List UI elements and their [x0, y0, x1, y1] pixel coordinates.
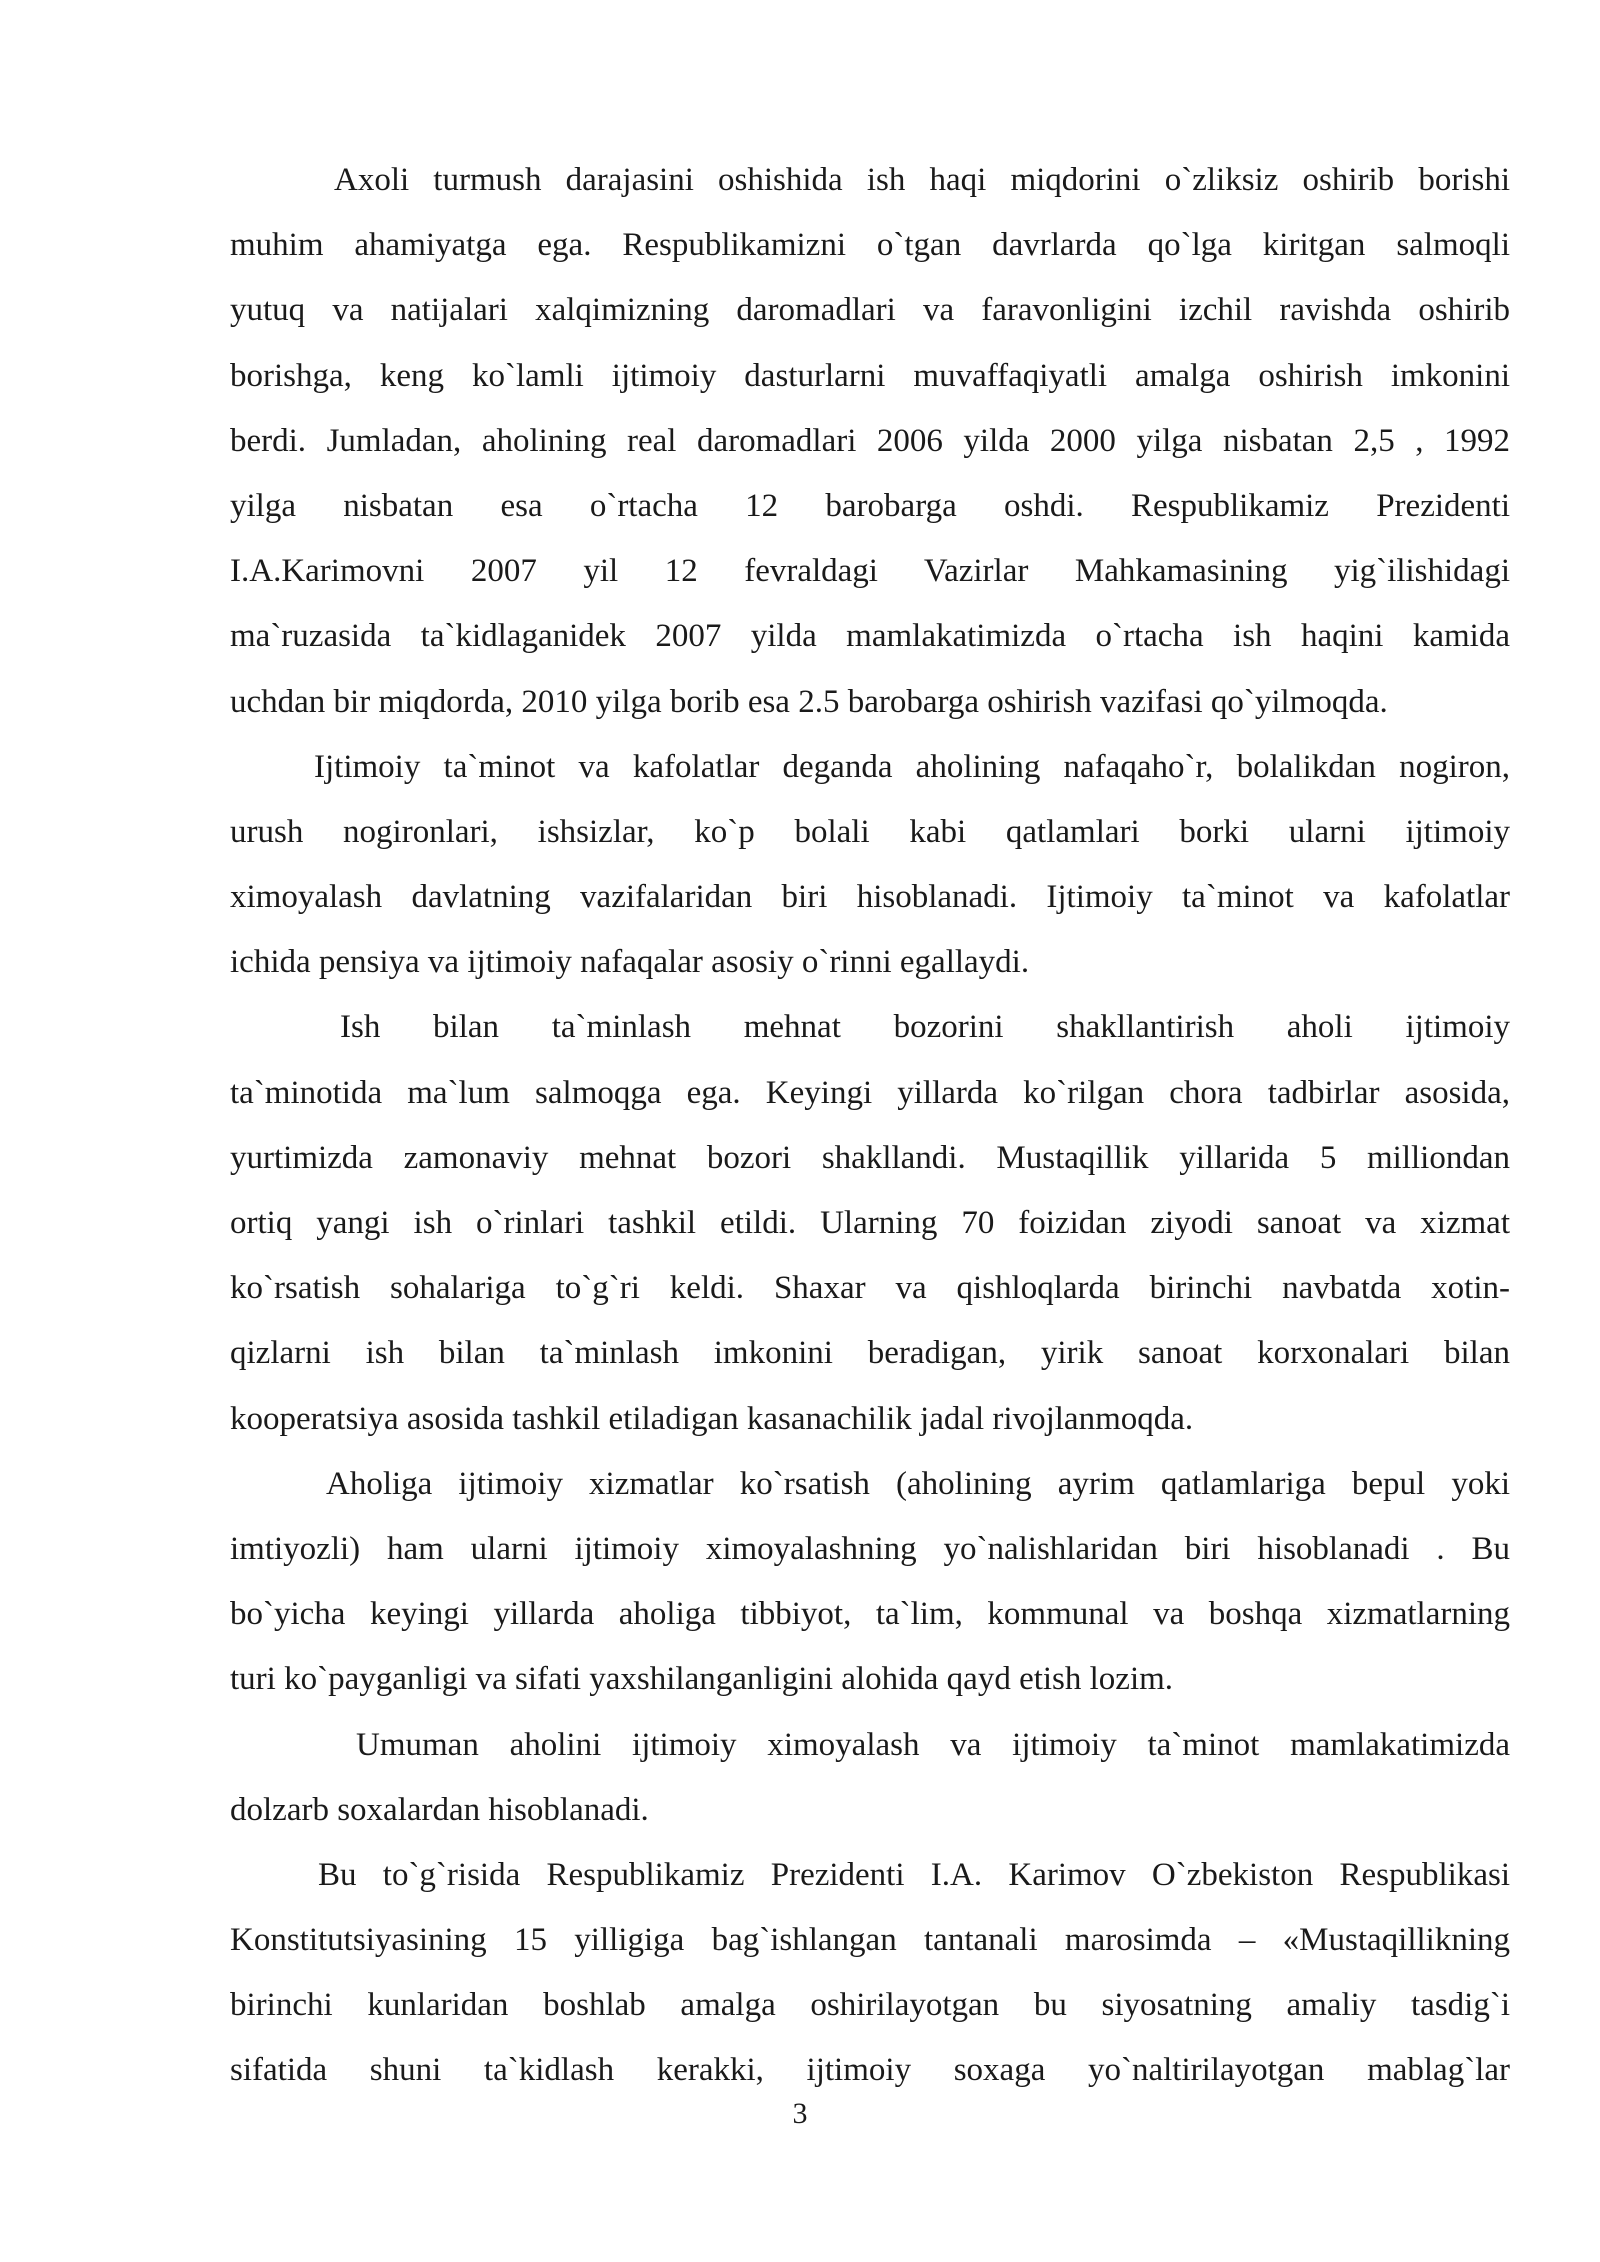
text-line: ximoyalash davlatning vazifalaridan biri hisoblanadi. Ijtimoiy ta`minot va kafolatlar [230, 879, 1510, 916]
text-line: Konstitutsiyasining 15 yilligiga bag`ishlangan tantanali marosimda – «Mustaqillikning [230, 1922, 1510, 1959]
text-line: Umuman aholini ijtimoiy ximoyalash va ijtimoiy ta`minot mamlakatimizda [356, 1726, 1510, 1763]
text-line: birinchi kunlaridan boshlab amalga oshirilayotgan bu siyosatning amaliy tasdig`i [230, 1987, 1510, 2024]
text-line: Aholiga ijtimoiy xizmatlar ko`rsatish (aholining ayrim qatlamlariga bepul yoki [326, 1465, 1510, 1502]
text-line: ta`minotida ma`lum salmoqga ega. Keyingi yillarda ko`rilgan chora tadbirlar asosida, [230, 1074, 1510, 1111]
text-line: uchdan bir miqdorda, 2010 yilga borib esa 2.5 barobarga oshirish vazifasi qo`yilmoqda. [230, 683, 1388, 720]
text-line: imtiyozli) ham ularni ijtimoiy ximoyalashning yo`nalishlaridan biri hisoblanadi . Bu [230, 1530, 1510, 1567]
text-line: dolzarb soxalardan hisoblanadi. [230, 1791, 649, 1828]
body-text [230, 148, 1510, 2104]
text-line: berdi. Jumladan, aholining real daromadlari 2006 yilda 2000 yilga nisbatan 2,5 , 1992 [230, 422, 1510, 459]
text-line: yurtimizda zamonaviy mehnat bozori shakllandi. Mustaqillik yillarida 5 milliondan [230, 1139, 1510, 1176]
text-line: borishga, keng ko`lamli ijtimoiy dasturlarni muvaffaqiyatli amalga oshirish imkonini [230, 357, 1510, 394]
text-line: Ish bilan ta`minlash mehnat bozorini shakllantirish aholi ijtimoiy [340, 1009, 1510, 1046]
text-line: sifatida shuni ta`kidlash kerakki, ijtimoiy soxaga yo`naltirilayotgan mablag`lar [230, 2052, 1510, 2089]
text-line: ko`rsatish sohalariga to`g`ri keldi. Shaxar va qishloqlarda birinchi navbatda xotin- [230, 1270, 1510, 1307]
page-number: 3 [792, 2097, 808, 2130]
text-line: Bu to`g`risida Respublikamiz Prezidenti I.A. Karimov O`zbekiston Respublikasi [318, 1856, 1510, 1893]
text-line: I.A.Karimovni 2007 yil 12 fevraldagi Vazirlar Mahkamasining yig`ilishidagi [230, 553, 1510, 590]
text-line: qizlarni ish bilan ta`minlash imkonini beradigan, yirik sanoat korxonalari bilan [230, 1335, 1510, 1372]
text-line: muhim ahamiyatga ega. Respublikamizni o`tgan davrlarda qo`lga kiritgan salmoqli [230, 227, 1510, 264]
text-line: turi ko`payganligi va sifati yaxshilanganligini alohida qayd etish lozim. [230, 1661, 1174, 1698]
text-line: yutuq va natijalari xalqimizning daromadlari va faravonligini izchil ravishda oshirib [230, 292, 1510, 329]
text-line: ma`ruzasida ta`kidlaganidek 2007 yilda mamlakatimizda o`rtacha ish haqini kamida [230, 618, 1510, 655]
text-line: Ijtimoiy ta`minot va kafolatlar deganda aholining nafaqaho`r, bolalikdan nogiron, [314, 748, 1510, 785]
text-line: Axoli turmush darajasini oshishida ish haqi miqdorini o`zliksiz oshirib borishi [334, 162, 1510, 198]
text-line: urush nogironlari, ishsizlar, ko`p bolali kabi qatlamlari borki ularni ijtimoiy [230, 813, 1510, 850]
text-line: ichida pensiya va ijtimoiy nafaqalar asosiy o`rinni egallaydi. [230, 944, 1030, 981]
text-line: kooperatsiya asosida tashkil etiladigan kasanachilik jadal rivojlanmoqda. [230, 1400, 1194, 1437]
text-line: yilga nisbatan esa o`rtacha 12 barobarga oshdi. Respublikamiz Prezidenti [230, 487, 1510, 524]
text-line: bo`yicha keyingi yillarda aholiga tibbiyot, ta`lim, kommunal va boshqa xizmatlarning [230, 1596, 1510, 1633]
text-line: ortiq yangi ish o`rinlari tashkil etildi. Ularning 70 foizidan ziyodi sanoat va xizmat [230, 1205, 1510, 1241]
